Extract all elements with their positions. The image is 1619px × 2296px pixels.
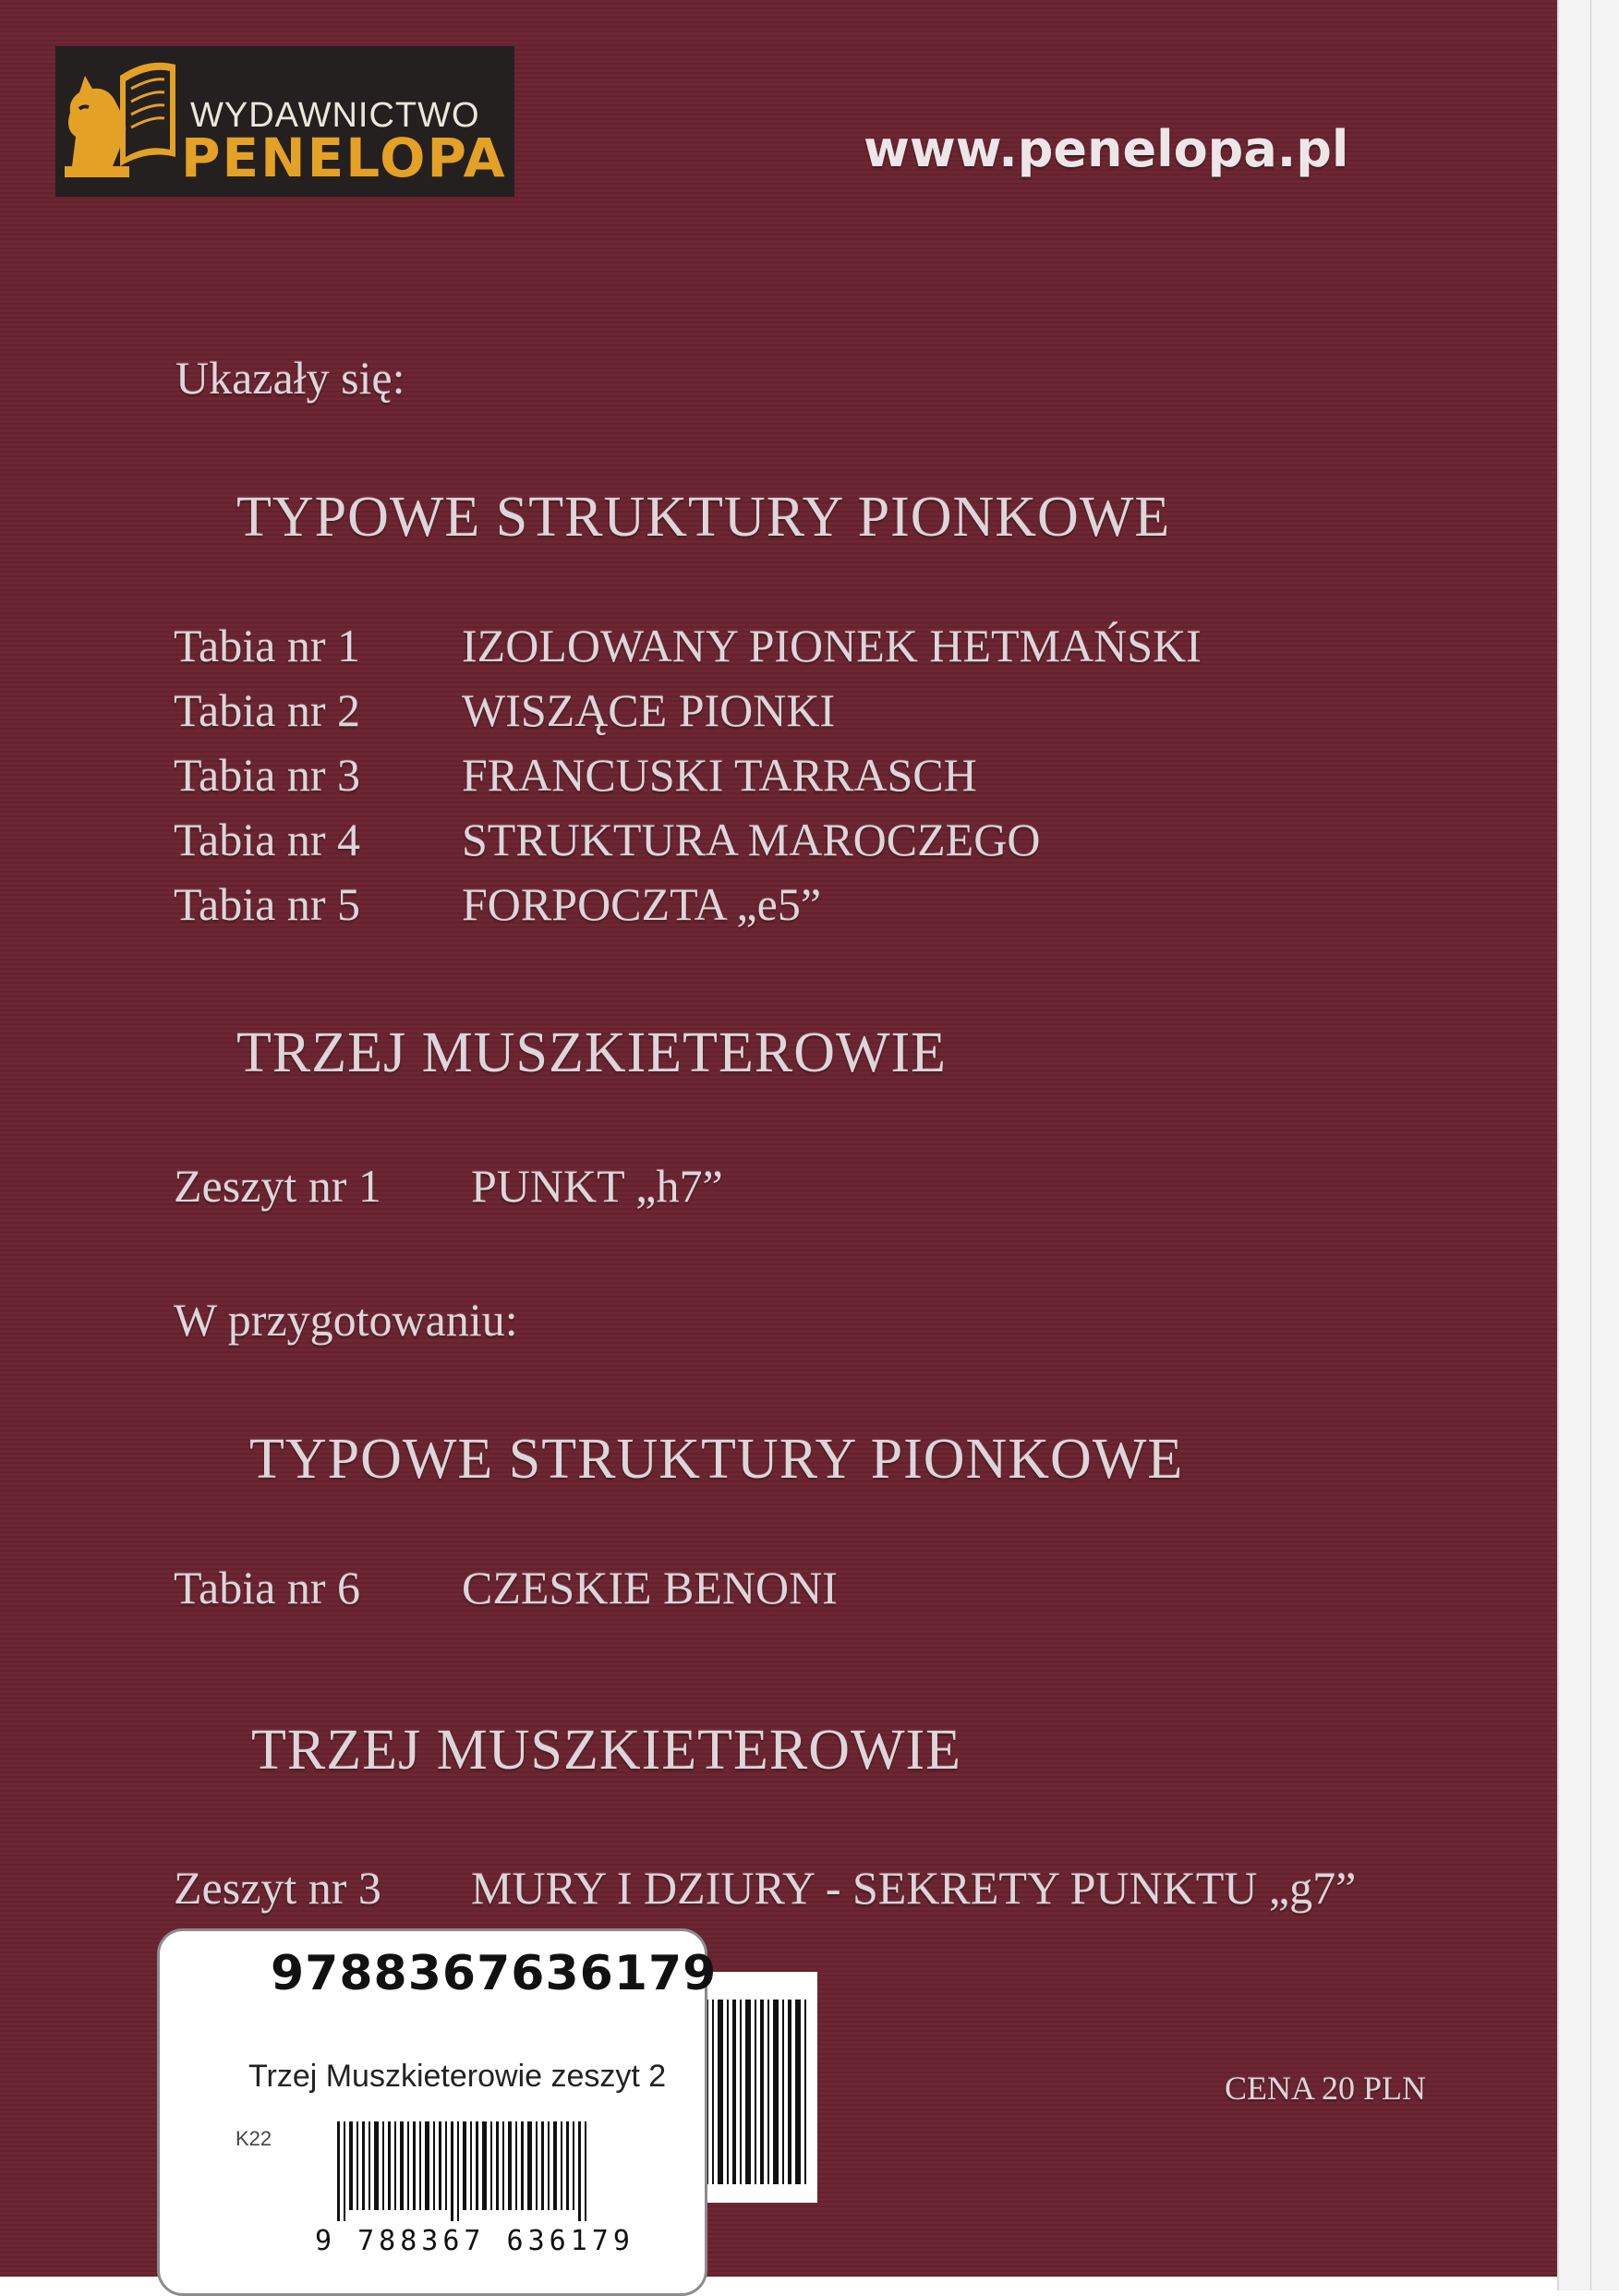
list-item	[174, 748, 977, 802]
sticker-barcode-icon	[335, 2121, 594, 2221]
item-title: FORPOCZTA „e5”	[462, 878, 822, 930]
series-heading: TRZEJ MUSZKIETEROWIE	[236, 1021, 948, 1084]
publisher-url: www.penelopa.pl	[864, 120, 1349, 178]
list-item	[174, 877, 821, 931]
upcoming-label: W przygotowaniu:	[174, 1294, 518, 1346]
item-number: Tabia nr 6	[174, 1562, 360, 1613]
series-heading: TYPOWE STRUKTURY PIONKOWE	[236, 486, 1171, 549]
item-title: CZESKIE BENONI	[462, 1562, 838, 1613]
page-edge	[1557, 0, 1619, 2290]
series-heading: TRZEJ MUSZKIETEROWIE	[251, 1719, 962, 1782]
price-label: CENA 20 PLN	[1225, 2070, 1427, 2107]
item-title: MURY I DZIURY - SEKRETY PUNKTU „g7”	[471, 1862, 1357, 1914]
barcode-icon	[697, 1972, 817, 2203]
item-number: Tabia nr 1	[174, 620, 360, 671]
sticker-code: K22	[236, 2127, 272, 2150]
logo-wordmark-main: PENELOPA	[181, 127, 507, 189]
item-title: IZOLOWANY PIONEK HETMAŃSKI	[462, 620, 1202, 671]
item-title: PUNKT „h7”	[471, 1160, 723, 1212]
list-item	[174, 1561, 838, 1614]
sticker-isbn: 9788367636179	[271, 1946, 718, 2001]
sticker-title: Trzej Muszkieterowie zeszyt 2	[248, 2059, 667, 2094]
item-title: FRANCUSKI TARRASCH	[462, 749, 977, 801]
item-title: STRUKTURA MAROCZEGO	[462, 814, 1041, 865]
logo-wordmark-top: WYDAWNICTWO	[190, 96, 480, 135]
item-number: Tabia nr 5	[174, 878, 360, 930]
list-item	[174, 619, 1202, 672]
item-number: Zeszyt nr 3	[174, 1862, 381, 1914]
printed-barcode	[697, 1972, 817, 2203]
item-number: Zeszyt nr 1	[174, 1160, 381, 1212]
list-item	[174, 683, 835, 737]
item-number: Tabia nr 3	[174, 749, 360, 801]
list-item	[174, 1861, 1356, 1915]
item-title: WISZĄCE PIONKI	[462, 684, 836, 736]
horse-book-icon	[55, 48, 185, 196]
publisher-logo	[55, 46, 514, 197]
sticker-barcode-digits: 9 788367 636179	[315, 2225, 634, 2257]
list-item	[174, 813, 1040, 866]
fold-line	[1590, 0, 1591, 2290]
series-heading: TYPOWE STRUKTURY PIONKOWE	[249, 1428, 1184, 1491]
item-number: Tabia nr 4	[174, 814, 360, 865]
item-number: Tabia nr 2	[174, 684, 360, 736]
published-label: Ukazały się:	[175, 352, 405, 404]
list-item	[174, 1159, 723, 1213]
price-sticker	[157, 1928, 718, 2296]
